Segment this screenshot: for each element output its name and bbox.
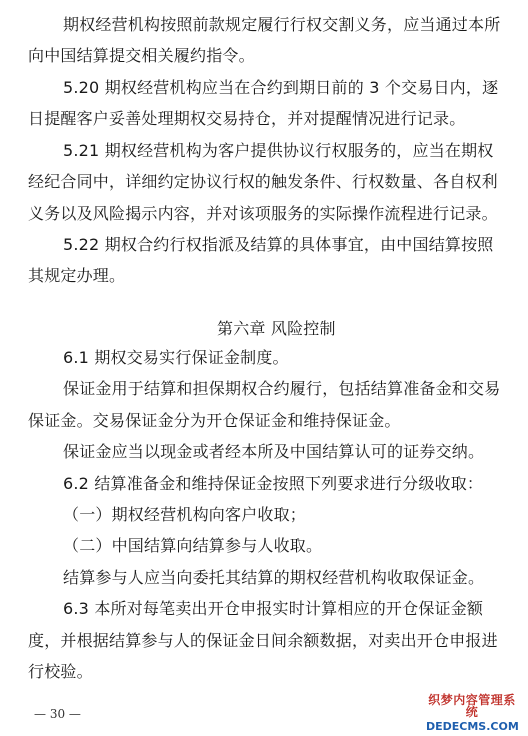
text-line: 度，并根据结算参与人的保证金日间余额数据，对卖出开仓申报进 bbox=[28, 631, 498, 650]
text-line: 期权经营机构按照前款规定履行行权交割义务，应当通过本所 bbox=[63, 15, 501, 34]
text-line: 5.20 期权经营机构应当在合约到期日前的 3 个交易日内，逐 bbox=[63, 78, 499, 97]
text-line: 6.1 期权交易实行保证金制度。 bbox=[63, 348, 289, 367]
text-line: （二）中国结算向结算参与人收取。 bbox=[63, 536, 323, 555]
page-number: — 30 — bbox=[34, 707, 81, 721]
text-line: 其规定办理。 bbox=[28, 266, 126, 285]
text-line: 保证金用于结算和担保期权合约履行，包括结算准备金和交易 bbox=[63, 379, 501, 398]
text-line: 日提醒客户妥善处理期权交易持仓，并对提醒情况进行记录。 bbox=[28, 109, 466, 128]
watermark-domain: DEDECMS.COM bbox=[426, 720, 519, 733]
text-line: 保证金。交易保证金分为开仓保证金和维持保证金。 bbox=[28, 411, 401, 430]
text-line: 5.21 期权经营机构为客户提供协议行权服务的，应当在期权 bbox=[63, 141, 494, 160]
text-line: 经纪合同中，详细约定协议行权的触发条件、行权数量、各自权利 bbox=[28, 172, 498, 191]
text-line: 向中国结算提交相关履约指令。 bbox=[28, 46, 255, 65]
watermark-title: 织梦内容管理系统 bbox=[428, 693, 516, 719]
text-line: 5.22 期权合约行权指派及结算的具体事宜，由中国结算按照 bbox=[63, 235, 494, 254]
text-line: 保证金应当以现金或者经本所及中国结算认可的证券交纳。 bbox=[63, 442, 485, 461]
chapter-heading: 第六章 风险控制 bbox=[217, 319, 336, 338]
text-line: 6.3 本所对每笔卖出开仓申报实时计算相应的开仓保证金额 bbox=[63, 599, 484, 618]
text-line: 结算参与人应当向委托其结算的期权经营机构收取保证金。 bbox=[63, 568, 485, 587]
text-line: 义务以及风险揭示内容，并对该项服务的实际操作流程进行记录。 bbox=[28, 204, 498, 223]
text-line: 行校验。 bbox=[28, 662, 93, 681]
text-line: （一）期权经营机构向客户收取； bbox=[63, 505, 307, 524]
text-line: 6.2 结算准备金和维持保证金按照下列要求进行分级收取： bbox=[63, 474, 484, 493]
watermark-logo bbox=[426, 694, 518, 732]
